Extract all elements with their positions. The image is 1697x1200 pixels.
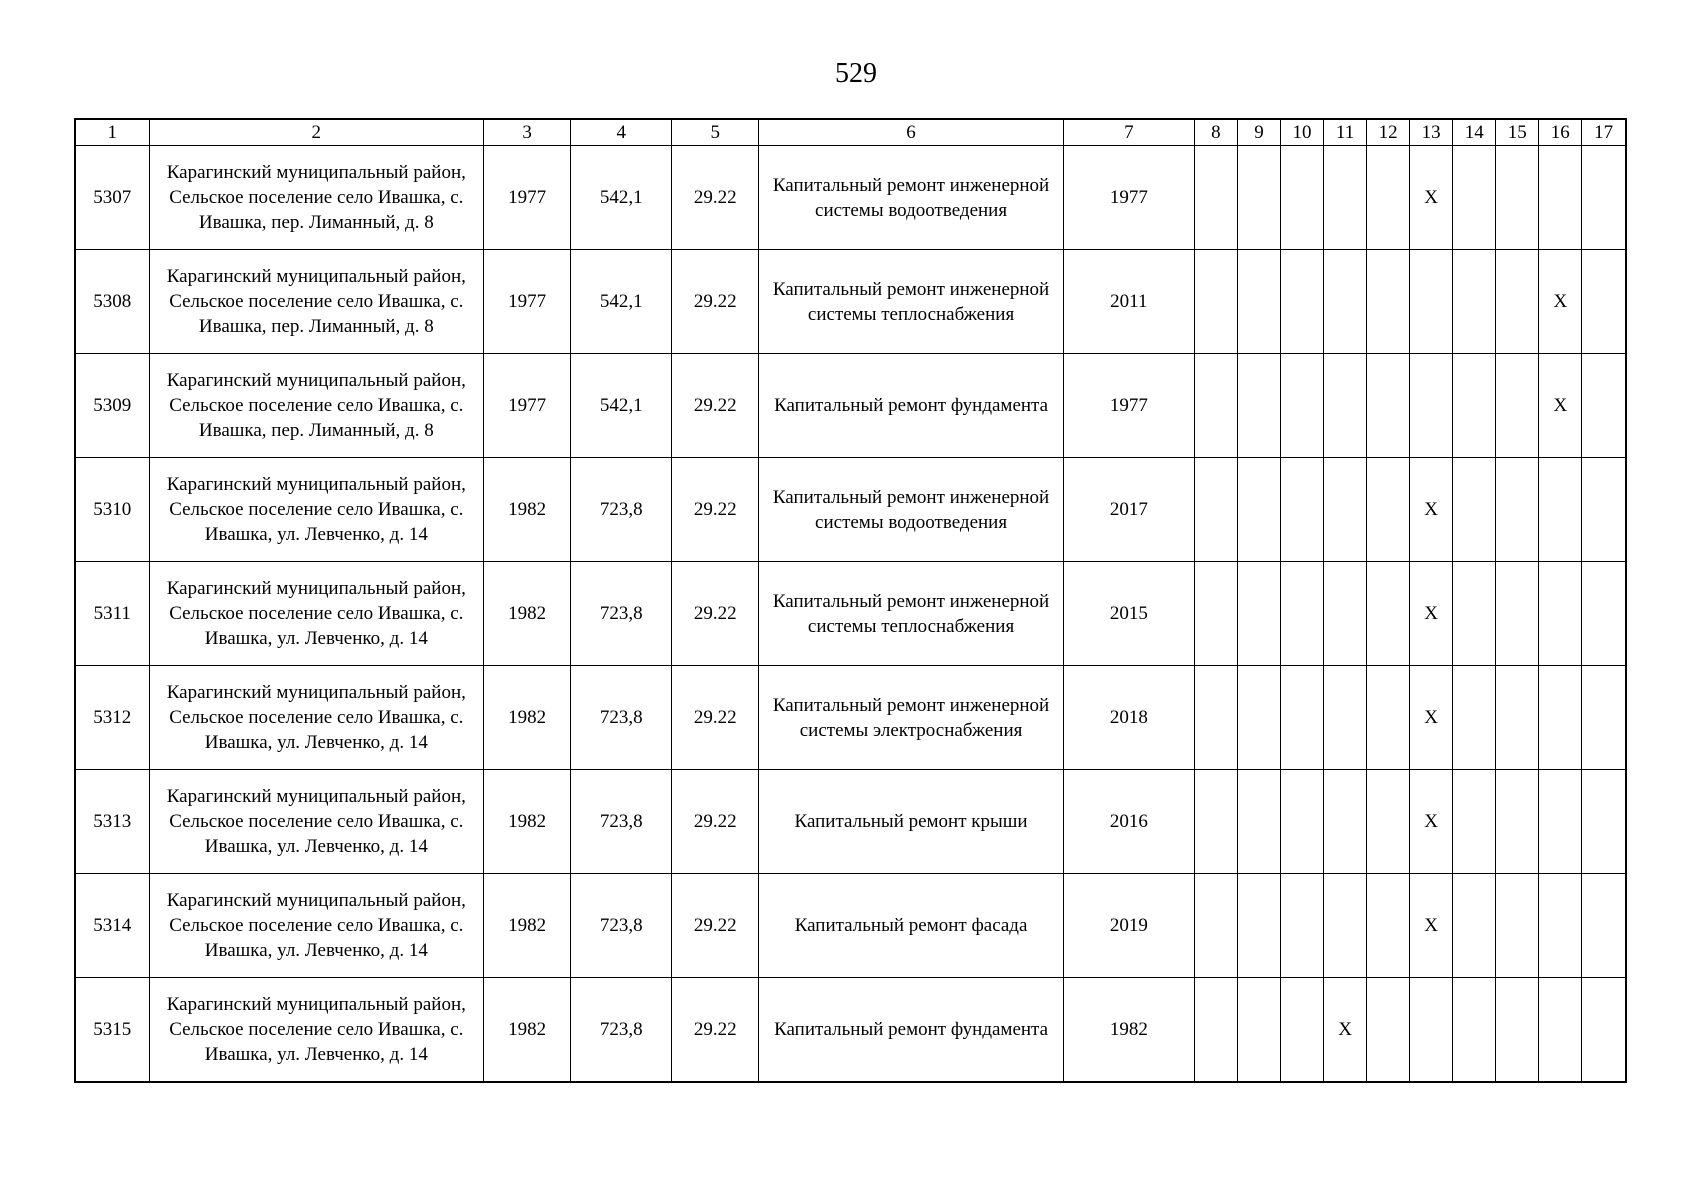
mark-cell-9 — [1237, 354, 1280, 458]
mark-cell-12 — [1367, 874, 1410, 978]
mark-cell-8 — [1194, 354, 1237, 458]
mark-cell-10 — [1281, 562, 1324, 666]
mark-cell-17 — [1582, 458, 1626, 562]
mark-cell-16 — [1539, 978, 1582, 1083]
build-year-cell: 1982 — [484, 874, 571, 978]
mark-cell-15 — [1496, 666, 1539, 770]
repair-schedule-table — [74, 118, 1627, 1083]
mark-cell-9 — [1237, 978, 1280, 1083]
mark-cell-12 — [1367, 250, 1410, 354]
column-header: 5 — [672, 119, 759, 146]
mark-cell-16: X — [1539, 354, 1582, 458]
mark-cell-14 — [1453, 874, 1496, 978]
mark-cell-14 — [1453, 562, 1496, 666]
address-cell: Карагинский муниципальный район, Сельское поселение село Ивашка, с. Ивашка, ул. Левченко, д. 14 — [149, 458, 483, 562]
column-header: 2 — [149, 119, 483, 146]
mark-cell-14 — [1453, 354, 1496, 458]
work-year-cell: 2016 — [1063, 770, 1194, 874]
code-cell: 29.22 — [672, 874, 759, 978]
code-cell: 29.22 — [672, 666, 759, 770]
table-row — [75, 146, 1626, 250]
mark-cell-10 — [1281, 146, 1324, 250]
mark-cell-13 — [1410, 354, 1453, 458]
work-year-cell: 2011 — [1063, 250, 1194, 354]
address-cell: Карагинский муниципальный район, Сельское поселение село Ивашка, с. Ивашка, пер. Лиманный, д. 8 — [149, 354, 483, 458]
work-year-cell: 2015 — [1063, 562, 1194, 666]
mark-cell-11 — [1324, 874, 1367, 978]
mark-cell-17 — [1582, 874, 1626, 978]
mark-cell-15 — [1496, 770, 1539, 874]
mark-cell-9 — [1237, 770, 1280, 874]
row-number-cell: 5312 — [75, 666, 149, 770]
mark-cell-9 — [1237, 874, 1280, 978]
table-row — [75, 874, 1626, 978]
mark-cell-13 — [1410, 978, 1453, 1083]
column-header: 8 — [1194, 119, 1237, 146]
column-header: 1 — [75, 119, 149, 146]
mark-cell-14 — [1453, 250, 1496, 354]
mark-cell-12 — [1367, 978, 1410, 1083]
mark-cell-16 — [1539, 874, 1582, 978]
build-year-cell: 1982 — [484, 458, 571, 562]
mark-cell-16 — [1539, 458, 1582, 562]
mark-cell-14 — [1453, 146, 1496, 250]
mark-cell-12 — [1367, 770, 1410, 874]
address-cell: Карагинский муниципальный район, Сельское поселение село Ивашка, с. Ивашка, пер. Лиманный, д. 8 — [149, 146, 483, 250]
mark-cell-14 — [1453, 666, 1496, 770]
mark-cell-16 — [1539, 146, 1582, 250]
column-header: 3 — [484, 119, 571, 146]
table-row — [75, 458, 1626, 562]
table-row — [75, 562, 1626, 666]
work-year-cell: 2019 — [1063, 874, 1194, 978]
mark-cell-9 — [1237, 146, 1280, 250]
work-type-cell: Капитальный ремонт фундамента — [759, 978, 1063, 1083]
mark-cell-10 — [1281, 250, 1324, 354]
row-number-cell: 5308 — [75, 250, 149, 354]
code-cell: 29.22 — [672, 146, 759, 250]
code-cell: 29.22 — [672, 562, 759, 666]
code-cell: 29.22 — [672, 458, 759, 562]
column-header: 15 — [1496, 119, 1539, 146]
area-cell: 542,1 — [571, 354, 672, 458]
work-type-cell: Капитальный ремонт инженерной системы теплоснабжения — [759, 250, 1063, 354]
mark-cell-17 — [1582, 978, 1626, 1083]
mark-cell-13: X — [1410, 770, 1453, 874]
address-cell: Карагинский муниципальный район, Сельское поселение село Ивашка, с. Ивашка, ул. Левченко, д. 14 — [149, 770, 483, 874]
code-cell: 29.22 — [672, 250, 759, 354]
work-type-cell: Капитальный ремонт крыши — [759, 770, 1063, 874]
mark-cell-16 — [1539, 562, 1582, 666]
mark-cell-12 — [1367, 354, 1410, 458]
area-cell: 542,1 — [571, 146, 672, 250]
mark-cell-16: X — [1539, 250, 1582, 354]
address-cell: Карагинский муниципальный район, Сельское поселение село Ивашка, с. Ивашка, пер. Лиманный, д. 8 — [149, 250, 483, 354]
row-number-cell: 5315 — [75, 978, 149, 1083]
area-cell: 542,1 — [571, 250, 672, 354]
mark-cell-12 — [1367, 146, 1410, 250]
build-year-cell: 1982 — [484, 978, 571, 1083]
mark-cell-8 — [1194, 874, 1237, 978]
area-cell: 723,8 — [571, 666, 672, 770]
table-row — [75, 770, 1626, 874]
area-cell: 723,8 — [571, 458, 672, 562]
mark-cell-15 — [1496, 250, 1539, 354]
column-header: 9 — [1237, 119, 1280, 146]
code-cell: 29.22 — [672, 770, 759, 874]
mark-cell-10 — [1281, 874, 1324, 978]
build-year-cell: 1977 — [484, 146, 571, 250]
mark-cell-13: X — [1410, 458, 1453, 562]
code-cell: 29.22 — [672, 978, 759, 1083]
address-cell: Карагинский муниципальный район, Сельское поселение село Ивашка, с. Ивашка, ул. Левченко, д. 14 — [149, 666, 483, 770]
column-header: 10 — [1281, 119, 1324, 146]
mark-cell-11: X — [1324, 978, 1367, 1083]
table-body — [75, 146, 1626, 1083]
mark-cell-11 — [1324, 562, 1367, 666]
column-header: 12 — [1367, 119, 1410, 146]
build-year-cell: 1982 — [484, 666, 571, 770]
mark-cell-9 — [1237, 562, 1280, 666]
mark-cell-9 — [1237, 666, 1280, 770]
mark-cell-16 — [1539, 666, 1582, 770]
work-type-cell: Капитальный ремонт фасада — [759, 874, 1063, 978]
mark-cell-10 — [1281, 354, 1324, 458]
mark-cell-8 — [1194, 250, 1237, 354]
mark-cell-17 — [1582, 354, 1626, 458]
table-row — [75, 250, 1626, 354]
row-number-cell: 5314 — [75, 874, 149, 978]
build-year-cell: 1982 — [484, 562, 571, 666]
mark-cell-13 — [1410, 250, 1453, 354]
mark-cell-8 — [1194, 770, 1237, 874]
area-cell: 723,8 — [571, 874, 672, 978]
page-number: 529 — [835, 58, 877, 89]
mark-cell-15 — [1496, 562, 1539, 666]
mark-cell-13: X — [1410, 666, 1453, 770]
code-cell: 29.22 — [672, 354, 759, 458]
mark-cell-14 — [1453, 770, 1496, 874]
mark-cell-8 — [1194, 458, 1237, 562]
column-header: 7 — [1063, 119, 1194, 146]
address-cell: Карагинский муниципальный район, Сельское поселение село Ивашка, с. Ивашка, ул. Левченко, д. 14 — [149, 978, 483, 1083]
mark-cell-11 — [1324, 250, 1367, 354]
mark-cell-10 — [1281, 978, 1324, 1083]
build-year-cell: 1982 — [484, 770, 571, 874]
work-year-cell: 1977 — [1063, 354, 1194, 458]
mark-cell-10 — [1281, 458, 1324, 562]
column-header: 4 — [571, 119, 672, 146]
mark-cell-11 — [1324, 146, 1367, 250]
row-number-cell: 5309 — [75, 354, 149, 458]
column-number-row — [75, 119, 1626, 146]
row-number-cell: 5310 — [75, 458, 149, 562]
column-header: 11 — [1324, 119, 1367, 146]
row-number-cell: 5307 — [75, 146, 149, 250]
mark-cell-12 — [1367, 458, 1410, 562]
mark-cell-9 — [1237, 250, 1280, 354]
work-year-cell: 2018 — [1063, 666, 1194, 770]
mark-cell-17 — [1582, 146, 1626, 250]
build-year-cell: 1977 — [484, 354, 571, 458]
mark-cell-14 — [1453, 458, 1496, 562]
mark-cell-11 — [1324, 354, 1367, 458]
mark-cell-13: X — [1410, 562, 1453, 666]
work-year-cell: 2017 — [1063, 458, 1194, 562]
row-number-cell: 5311 — [75, 562, 149, 666]
column-header: 16 — [1539, 119, 1582, 146]
mark-cell-10 — [1281, 666, 1324, 770]
address-cell: Карагинский муниципальный район, Сельское поселение село Ивашка, с. Ивашка, ул. Левченко, д. 14 — [149, 874, 483, 978]
table-row — [75, 978, 1626, 1083]
mark-cell-14 — [1453, 978, 1496, 1083]
mark-cell-9 — [1237, 458, 1280, 562]
row-number-cell: 5313 — [75, 770, 149, 874]
mark-cell-8 — [1194, 666, 1237, 770]
mark-cell-15 — [1496, 874, 1539, 978]
area-cell: 723,8 — [571, 562, 672, 666]
mark-cell-17 — [1582, 250, 1626, 354]
mark-cell-12 — [1367, 666, 1410, 770]
work-type-cell: Капитальный ремонт инженерной системы электроснабжения — [759, 666, 1063, 770]
mark-cell-17 — [1582, 770, 1626, 874]
work-type-cell: Капитальный ремонт инженерной системы водоотведения — [759, 146, 1063, 250]
work-year-cell: 1977 — [1063, 146, 1194, 250]
area-cell: 723,8 — [571, 978, 672, 1083]
area-cell: 723,8 — [571, 770, 672, 874]
mark-cell-8 — [1194, 146, 1237, 250]
table-row — [75, 666, 1626, 770]
mark-cell-15 — [1496, 146, 1539, 250]
mark-cell-12 — [1367, 562, 1410, 666]
mark-cell-8 — [1194, 978, 1237, 1083]
mark-cell-10 — [1281, 770, 1324, 874]
mark-cell-17 — [1582, 666, 1626, 770]
mark-cell-16 — [1539, 770, 1582, 874]
address-cell: Карагинский муниципальный район, Сельское поселение село Ивашка, с. Ивашка, ул. Левченко, д. 14 — [149, 562, 483, 666]
mark-cell-11 — [1324, 458, 1367, 562]
work-type-cell: Капитальный ремонт инженерной системы водоотведения — [759, 458, 1063, 562]
mark-cell-11 — [1324, 666, 1367, 770]
mark-cell-15 — [1496, 458, 1539, 562]
mark-cell-8 — [1194, 562, 1237, 666]
column-header: 17 — [1582, 119, 1626, 146]
mark-cell-17 — [1582, 562, 1626, 666]
work-type-cell: Капитальный ремонт инженерной системы теплоснабжения — [759, 562, 1063, 666]
build-year-cell: 1977 — [484, 250, 571, 354]
table-row — [75, 354, 1626, 458]
mark-cell-13: X — [1410, 146, 1453, 250]
mark-cell-13: X — [1410, 874, 1453, 978]
work-year-cell: 1982 — [1063, 978, 1194, 1083]
column-header: 6 — [759, 119, 1063, 146]
mark-cell-15 — [1496, 978, 1539, 1083]
mark-cell-11 — [1324, 770, 1367, 874]
column-header: 14 — [1453, 119, 1496, 146]
mark-cell-15 — [1496, 354, 1539, 458]
work-type-cell: Капитальный ремонт фундамента — [759, 354, 1063, 458]
column-header: 13 — [1410, 119, 1453, 146]
